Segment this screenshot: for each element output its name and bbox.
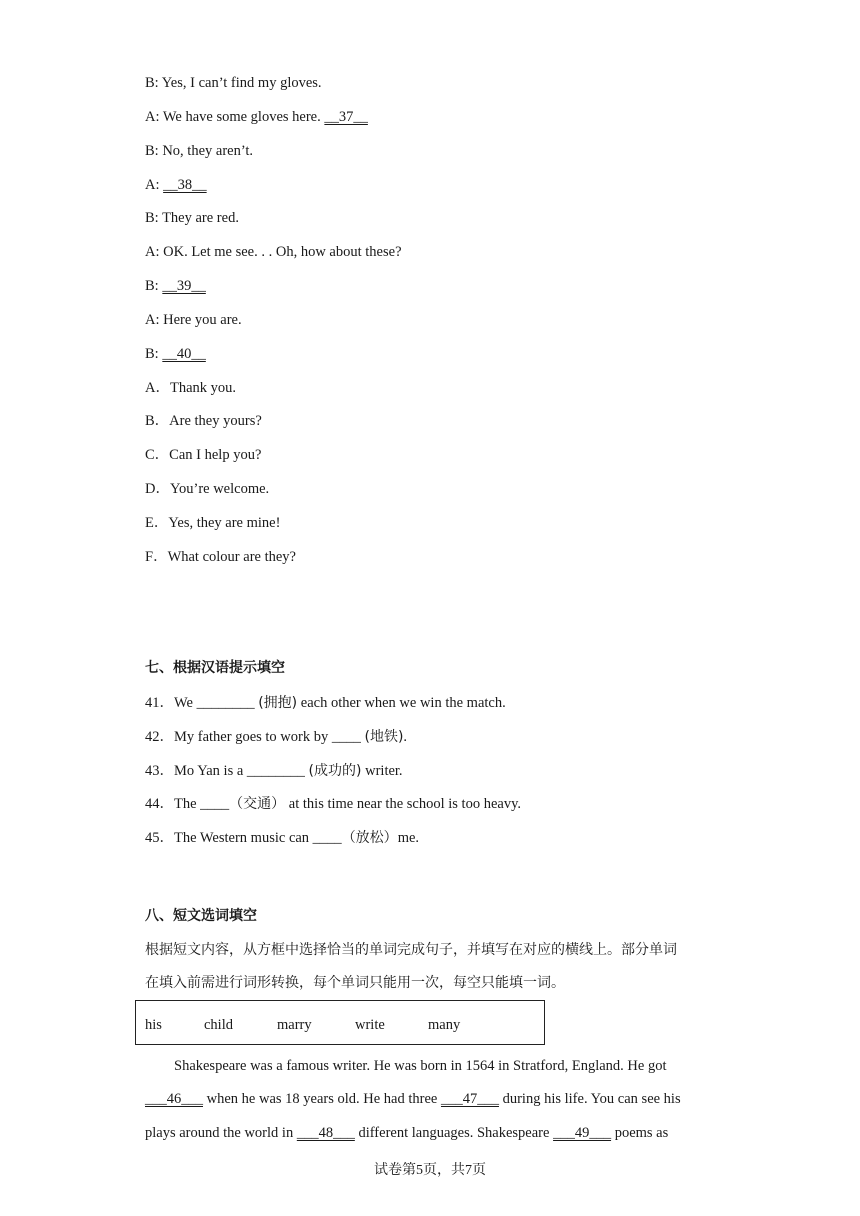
option-f: F．What colour are they?	[145, 549, 296, 565]
option-e: E．Yes, they are mine!	[145, 515, 281, 531]
answer-blank-49[interactable]: ___49___	[553, 1125, 612, 1141]
question-text: 42．My father goes to work by ____	[145, 729, 365, 745]
dialogue-text: B: No, they aren’t.	[145, 143, 254, 159]
page-number: 5	[416, 1163, 423, 1178]
dialogue-line	[145, 344, 206, 364]
dialogue-line	[145, 107, 368, 127]
question-text: 44．The ____	[145, 796, 230, 812]
dialogue-text: A:	[145, 177, 164, 193]
question-text: at this time near the school is too heavy.	[285, 796, 522, 812]
question-41	[145, 693, 506, 713]
question-text: .	[403, 729, 408, 745]
answer-blank-48[interactable]: ___48___	[296, 1125, 355, 1141]
passage-text: when he was 18 years old. He had three	[203, 1091, 441, 1107]
question-43	[145, 761, 403, 781]
answer-blank-37[interactable]: __37__	[324, 109, 368, 125]
chinese-hint: (成功的)	[308, 763, 362, 779]
dialogue-line	[145, 276, 206, 296]
option-d: D．You’re welcome.	[145, 481, 270, 497]
question-42	[145, 727, 407, 747]
question-45	[145, 828, 419, 848]
question-text: me.	[397, 830, 420, 846]
chinese-hint: （交通）	[229, 796, 286, 812]
page-footer	[0, 1160, 860, 1181]
section-8-title: 八、短文选词填空	[145, 908, 257, 924]
answer-blank-39[interactable]: __39__	[162, 278, 206, 294]
dialogue-text: A: Here you are.	[145, 312, 242, 328]
question-text: each other when we win the match.	[297, 695, 506, 711]
passage-text: plays around the world in	[145, 1125, 297, 1141]
footer-text: 页	[472, 1162, 486, 1178]
instructions-line-2: 在填入前需进行词形转换，每个单词只能用一次，每空只能填一词。	[145, 975, 565, 991]
dialogue-line	[145, 73, 322, 93]
total-pages: 7	[465, 1163, 472, 1178]
chinese-hint: (拥抱)	[258, 695, 298, 711]
passage-text: poems as	[611, 1125, 669, 1141]
dialogue-line	[145, 208, 239, 228]
word-bank-item: many	[428, 1017, 461, 1033]
question-text: 41．We ________	[145, 695, 259, 711]
passage-text: different languages. Shakespeare	[354, 1125, 554, 1141]
dialogue-text: B:	[145, 346, 163, 362]
answer-blank-47[interactable]: ___47___	[440, 1091, 499, 1107]
dialogue-text: B: They are red.	[145, 210, 239, 226]
word-bank-item: child	[204, 1017, 233, 1033]
option-b: B．Are they yours?	[145, 413, 262, 429]
dialogue-line	[145, 175, 207, 195]
word-bank-box	[135, 1000, 545, 1045]
passage-line	[145, 1123, 668, 1143]
chinese-hint: （放松）	[341, 830, 398, 846]
passage-text: Shakespeare was a famous writer. He was born in 1564 in Stratford, England. He got	[145, 1058, 667, 1074]
option-c: C．Can I help you?	[145, 447, 262, 463]
answer-blank-38[interactable]: __38__	[163, 177, 207, 193]
dialogue-text: A: OK. Let me see. . . Oh, how about these?	[145, 244, 402, 260]
footer-text: 页，共	[423, 1162, 465, 1178]
question-44	[145, 794, 521, 814]
dialogue-text: A: We have some gloves here.	[145, 109, 325, 125]
word-bank-item: write	[355, 1017, 385, 1033]
chinese-hint: (地铁)	[364, 729, 404, 745]
dialogue-text: B:	[145, 278, 163, 294]
footer-text: 试卷第	[374, 1162, 416, 1178]
question-text: 43．Mo Yan is a ________	[145, 763, 309, 779]
passage-text: during his life. You can see his	[498, 1091, 681, 1107]
word-bank-item: marry	[277, 1017, 312, 1033]
dialogue-line	[145, 242, 402, 262]
passage-line	[145, 1089, 681, 1109]
section-7-title: 七、根据汉语提示填空	[145, 660, 285, 676]
dialogue-text: B: Yes, I can’t find my gloves.	[145, 75, 322, 91]
passage-line	[145, 1056, 666, 1076]
dialogue-line	[145, 141, 253, 161]
dialogue-line	[145, 310, 242, 330]
answer-blank-40[interactable]: __40__	[162, 346, 206, 362]
option-a: A．Thank you.	[145, 380, 237, 396]
answer-blank-46[interactable]: ___46___	[145, 1091, 203, 1107]
word-bank-item: his	[145, 1017, 162, 1033]
question-text: writer.	[361, 763, 403, 779]
instructions-line-1: 根据短文内容，从方框中选择恰当的单词完成句子，并填写在对应的横线上。部分单词	[145, 942, 677, 958]
question-text: 45．The Western music can ____	[145, 830, 342, 846]
